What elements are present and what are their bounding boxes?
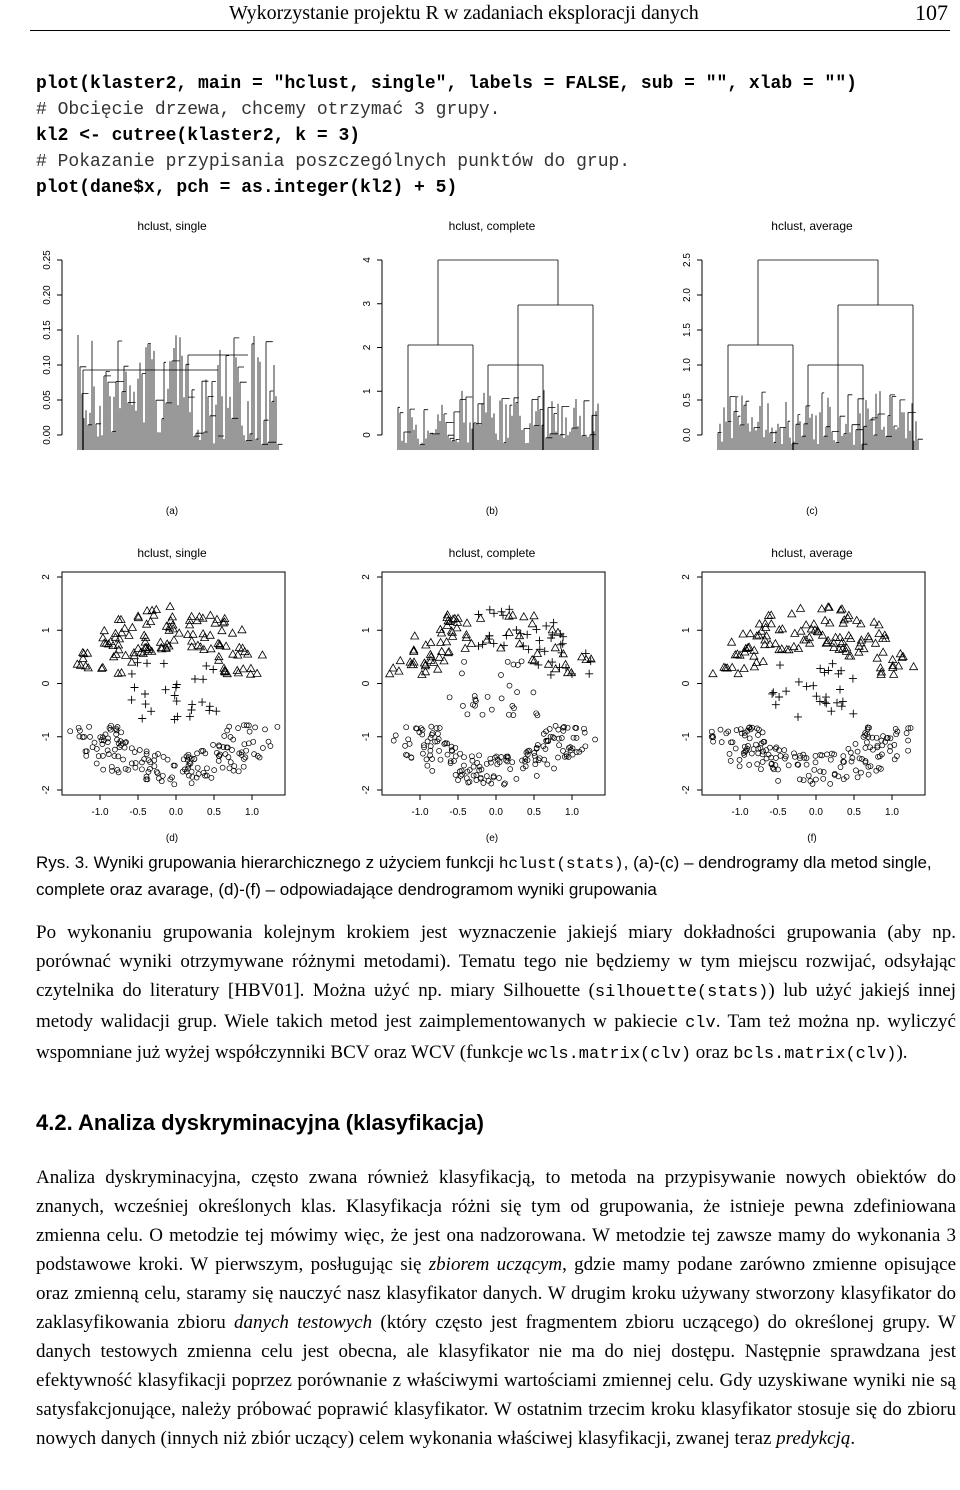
y-tick-label: 1.0 — [682, 358, 693, 372]
paragraph-text: ) lub użyć jakiejś innej metody walidacji grup. Wiele takich metod jest zaimplementowanych w pakiecie — [36, 980, 957, 1032]
inline-code: clv — [685, 1014, 716, 1033]
y-tick-label: 1 — [362, 388, 373, 395]
y-tick-label: 2 — [361, 574, 372, 580]
y-tick-label: 0 — [681, 680, 692, 687]
y-tick-label: 0.05 — [42, 390, 53, 410]
italic-term: danych testowych — [234, 1312, 373, 1333]
x-tick-label: 1.0 — [565, 807, 579, 818]
paragraph-text: . — [850, 1428, 856, 1449]
x-tick-label: 0.0 — [489, 807, 503, 818]
x-tick-label: -0.5 — [449, 807, 467, 818]
circle-points — [709, 725, 913, 787]
code-line: plot(dane$x, pch = as.integer(kl2) + 5) — [36, 178, 458, 198]
code-comment: # Pokazanie przypisania poszczególnych punktów do grup. — [36, 152, 631, 172]
circle-points — [391, 659, 597, 787]
y-tick-label: 0.10 — [42, 355, 53, 375]
paragraph-text: oraz — [691, 1042, 734, 1063]
x-tick-label: 1.0 — [245, 807, 259, 818]
page-number: 107 — [915, 0, 948, 25]
panel-label: (a) — [165, 506, 179, 517]
x-tick-label: 0.0 — [809, 807, 823, 818]
paragraph — [36, 918, 956, 1069]
y-tick-label: 0.00 — [42, 425, 53, 445]
y-tick-label: 0.20 — [42, 285, 53, 305]
italic-term: predykcją — [776, 1428, 851, 1449]
panel-label: (e) — [485, 833, 499, 844]
x-tick-label: 0.0 — [169, 807, 183, 818]
y-tick-label: -2 — [41, 785, 52, 795]
y-tick-label: 3 — [362, 300, 373, 307]
dendrogram-title: hclust, complete — [448, 219, 536, 233]
dendrogram-branches — [78, 335, 283, 450]
caption-text: Rys. 3. Wyniki grupowania hierarchicznego z użyciem funkcji — [36, 853, 499, 872]
y-tick-label: 2 — [41, 574, 52, 580]
italic-term: zbiorem uczącym — [428, 1254, 563, 1275]
y-tick-label: 2.5 — [682, 253, 693, 267]
y-tick-label: 2.0 — [682, 288, 693, 302]
plus-points — [475, 605, 595, 679]
inline-code: wcls.matrix(clv) — [527, 1045, 692, 1064]
y-tick-label: 2 — [681, 574, 692, 580]
triangle-points — [709, 603, 918, 678]
plus-points — [768, 660, 857, 721]
x-tick-label: -0.5 — [769, 807, 787, 818]
x-tick-label: 0.5 — [847, 807, 861, 818]
paragraph-text: , gdzie mamy podane zarówno zmienne opisujące oraz zmienną celu, staramy się nauczyć nasz klasyfikator danych. W drugim kroku używany stworzony klasyfikator do zaklasyfikowania zbioru — [36, 1254, 957, 1333]
scatter-title: hclust, complete — [448, 546, 536, 560]
figure — [0, 205, 960, 845]
dendrogram-title: hclust, average — [771, 219, 853, 233]
panel-label: (d) — [165, 833, 179, 844]
x-tick-label: -1.0 — [411, 807, 429, 818]
code-comment: # Obcięcie drzewa, chcemy otrzymać 3 grupy. — [36, 100, 501, 120]
paragraph — [36, 1163, 956, 1453]
panel-label: (b) — [485, 506, 499, 517]
triangle-points — [73, 603, 266, 678]
paragraph-text: ). — [896, 1042, 908, 1063]
figure-caption — [36, 850, 956, 902]
scatter-title: hclust, single — [137, 546, 207, 560]
inline-code: bcls.matrix(clv) — [733, 1045, 897, 1064]
panel-label: (f) — [807, 833, 817, 844]
y-tick-label: 1 — [681, 627, 692, 634]
y-tick-label: -1 — [41, 732, 52, 742]
page-header — [0, 0, 960, 32]
y-tick-label: -2 — [681, 785, 692, 795]
y-tick-label: 0.15 — [42, 320, 53, 340]
y-tick-label: 0 — [362, 432, 373, 438]
scatter-title: hclust, average — [771, 546, 853, 560]
paragraph-text: Analiza dyskryminacyjna, często zwana również klasyfikacją, to metoda na przypisywanie nowych obiektów do znanych, wcześniej określonych klas. Klasyfikacja różni się tym od grupowania, że istnieje pewna zdefiniowana zmienna celu. O metodzie tej mówimy więc, że jest ona nadzorowana. W metodzie tej zawsze mamy do wykonania 3 podstawowe kroki. W pierwszym, posługując się — [36, 1167, 956, 1275]
figure-panels — [0, 205, 960, 845]
x-tick-label: 1.0 — [885, 807, 899, 818]
y-tick-label: 0.5 — [682, 393, 693, 407]
code-line: kl2 <- cutree(klaster2, k = 3) — [36, 126, 361, 146]
dendrogram-branches — [398, 260, 598, 450]
code-listing — [36, 71, 857, 201]
y-tick-label: 0.0 — [682, 428, 693, 442]
dendrogram-branches — [718, 260, 923, 450]
running-title: Wykorzystanie projektu R w zadaniach eksploracji danych — [229, 2, 699, 24]
x-tick-label: -1.0 — [731, 807, 749, 818]
y-tick-label: -2 — [361, 785, 372, 795]
x-tick-label: 0.5 — [527, 807, 541, 818]
y-tick-label: 4 — [362, 257, 373, 263]
caption-code: hclust(stats) — [498, 855, 624, 873]
inline-code: silhouette(stats) — [594, 983, 769, 1002]
paragraph-text: Po wykonaniu grupowania kolejnym krokiem jest wyznaczenie jakiejś miary dokładności grupowania (aby np. porównać wyniki otrzymywane różnymi metodami). Tematu tego nie będziemy w tym miejscu rozwijać, odsyłając czytelnika do literatury [HBV01]. Można użyć np. miary Silhouette ( — [36, 922, 956, 1001]
y-tick-label: 1 — [41, 627, 52, 634]
section-heading: 4.2. Analiza dyskryminacyjna (klasyfikacja) — [36, 1110, 484, 1135]
triangle-points — [386, 611, 595, 678]
caption-text: , (a)-(c) – dendrogramy dla metod single, complete oraz avarage, (d)-(f) – odpowiadające dendrogramom wyniki grupowania — [36, 853, 932, 899]
y-tick-label: 0.25 — [42, 250, 53, 270]
x-tick-label: -0.5 — [129, 807, 147, 818]
dendrogram-title: hclust, single — [137, 219, 207, 233]
header-rule — [30, 30, 950, 31]
panel-label: (c) — [806, 506, 818, 517]
code-line: plot(klaster2, main = "hclust, single", labels = FALSE, sub = "", xlab = "") — [36, 74, 857, 94]
plus-points — [128, 659, 221, 724]
y-tick-label: 1.5 — [682, 323, 693, 337]
paragraph-text: . Tam też można np. wyliczyć wspomniane już wyżej współczynniki BCV oraz WCV (funkcje — [36, 1011, 956, 1063]
circle-points — [68, 723, 280, 787]
y-tick-label: 0 — [41, 680, 52, 687]
y-tick-label: 1 — [361, 627, 372, 634]
x-tick-label: 0.5 — [207, 807, 221, 818]
x-tick-label: -1.0 — [91, 807, 109, 818]
paragraph-text: (który często jest fragmentem zbioru uczącego) do określonej grupy. W danych testowych zmienna celu jest obecna, ale klasyfikator nie ma do niej dostępu. Następnie sprawdzana jest efektywność klasyfikacji poprzez porównanie z właściwymi wartościami zmiennej celu. Gdy uzyskiwane wyniki nie są satysfakcjonujące, należy próbować poprawić klasyfikator. W ostatnim trzecim kroku klasyfikator stosuje się do zbioru nowych danych (innych niż zbiór uczący) celem wykonania właściwej klasyfikacji, zwanej teraz — [36, 1312, 956, 1449]
y-tick-label: 2 — [362, 344, 373, 351]
y-tick-label: -1 — [361, 732, 372, 742]
y-tick-label: -1 — [681, 732, 692, 742]
y-tick-label: 0 — [361, 680, 372, 687]
